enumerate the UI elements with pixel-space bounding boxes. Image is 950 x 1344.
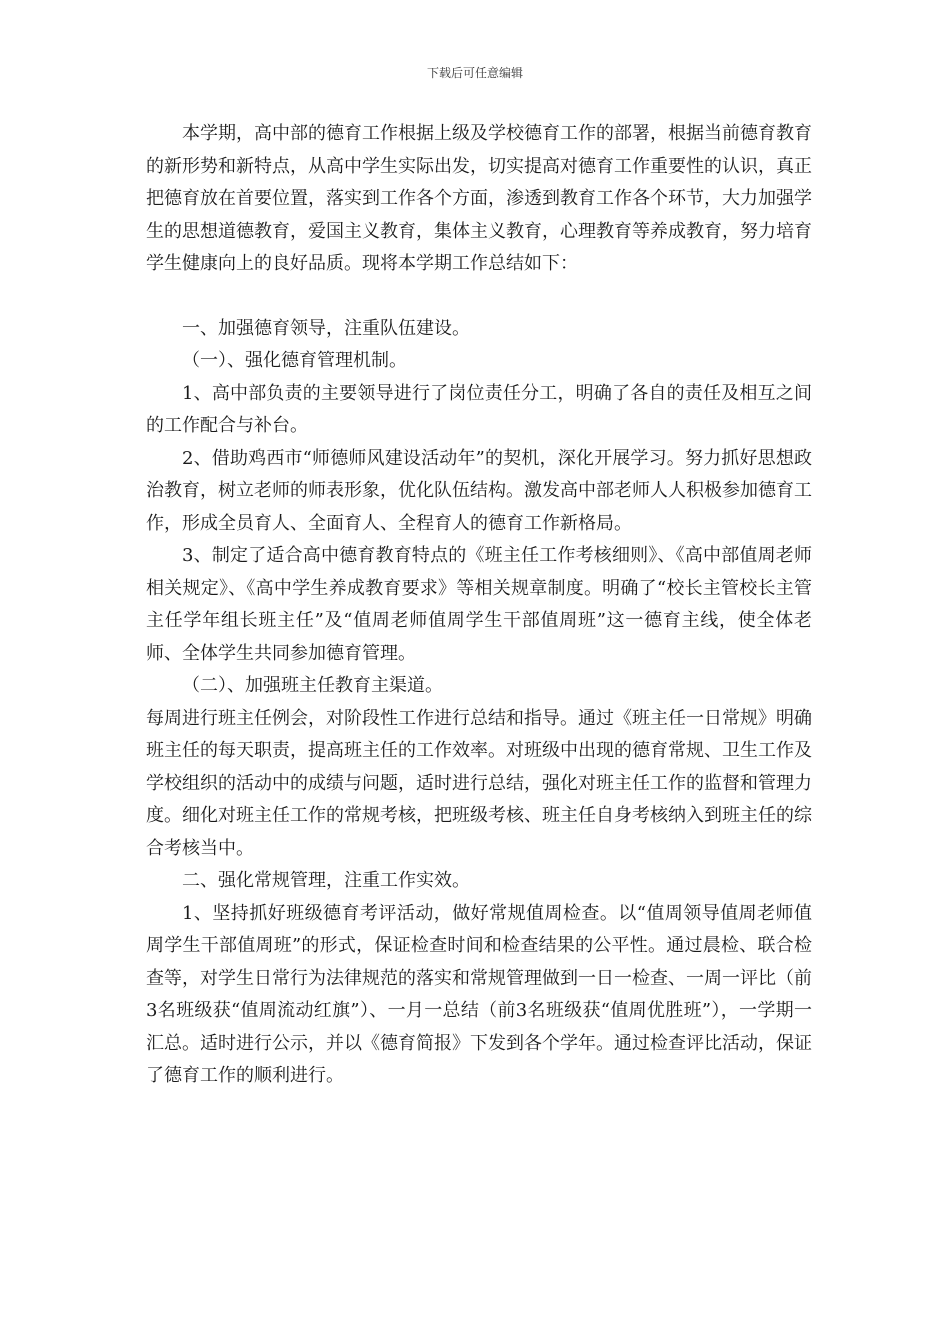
section-heading-2: 二、强化常规管理，注重工作实效。 <box>182 870 470 891</box>
section-heading-1: 一、加强德育领导，注重队伍建设。 <box>182 317 470 339</box>
body-paragraph: 每周进行班主任例会，对阶段性工作进行总结和指导。通过《班主任一日常规》明确班主任的每天职责，提高班主任的工作效率。对班级中出现的德育常规、卫生工作及学校组织的活动中的成绩与问题，适时进行总结，强化对班主任工作的监督和管理力度。细化对班主任工作的常规考核，把班级考核、班主任自身考核纳入到班主任的综合考核当中。 <box>146 707 812 859</box>
body-paragraph: 1、坚持抓好班级德育考评活动，做好常规值周检查。以“值周领导值周老师值周学生干部值周班”的形式，保证检查时间和检查结果的公平性。通过晨检、联合检查等，对学生日常行为法律规范的落实和常规管理做到一日一检查、一周一评比（前3名班级获“值周流动红旗”）、一月一总结（前3名班级获“值周优胜班”），一学期一汇总。适时进行公示，并以《德育简报》下发到各个学年。通过检查评比活动，保证了德育工作的顺利进行。 <box>146 902 812 1086</box>
body-paragraph: 1、高中部负责的主要领导进行了岗位责任分工，明确了各自的责任及相互之间的工作配合与补台。 <box>146 382 812 436</box>
subsection-heading-1-2: （二）、加强班主任教育主渠道。 <box>182 675 443 696</box>
paragraph-gap <box>146 281 812 313</box>
subsection-heading-1-1: （一）、强化德育管理机制。 <box>182 350 407 371</box>
document-body <box>146 118 812 1093</box>
page-header: 下载后可任意编辑 <box>426 66 523 80</box>
body-paragraph: 2、借助鸡西市“师德师风建设活动年”的契机，深化开展学习。努力抓好思想政治教育，树立老师的师表形象，优化队伍结构。激发高中部老师人人积极参加德育工作，形成全员育人、全面育人、全程育人的德育工作新格局。 <box>146 447 812 534</box>
body-paragraph: 3、制定了适合高中德育教育特点的《班主任工作考核细则》、《高中部值周老师相关规定》、《高中学生养成教育要求》等相关规章制度。明确了“校长主管校长主管主任学年组长班主任”及“值周老师值周学生干部值周班”这一德育主线，使全体老师、全体学生共同参加德育管理。 <box>146 545 812 664</box>
intro-paragraph: 本学期，高中部的德育工作根据上级及学校德育工作的部署，根据当前德育教育的新形势和新特点，从高中学生实际出发，切实提高对德育工作重要性的认识，真正把德育放在首要位置，落实到工作各个方面，渗透到教育工作各个环节，大力加强学生的思想道德教育，爱国主义教育，集体主义教育，心理教育等养成教育，努力培育学生健康向上的良好品质。现将本学期工作总结如下： <box>146 123 812 274</box>
